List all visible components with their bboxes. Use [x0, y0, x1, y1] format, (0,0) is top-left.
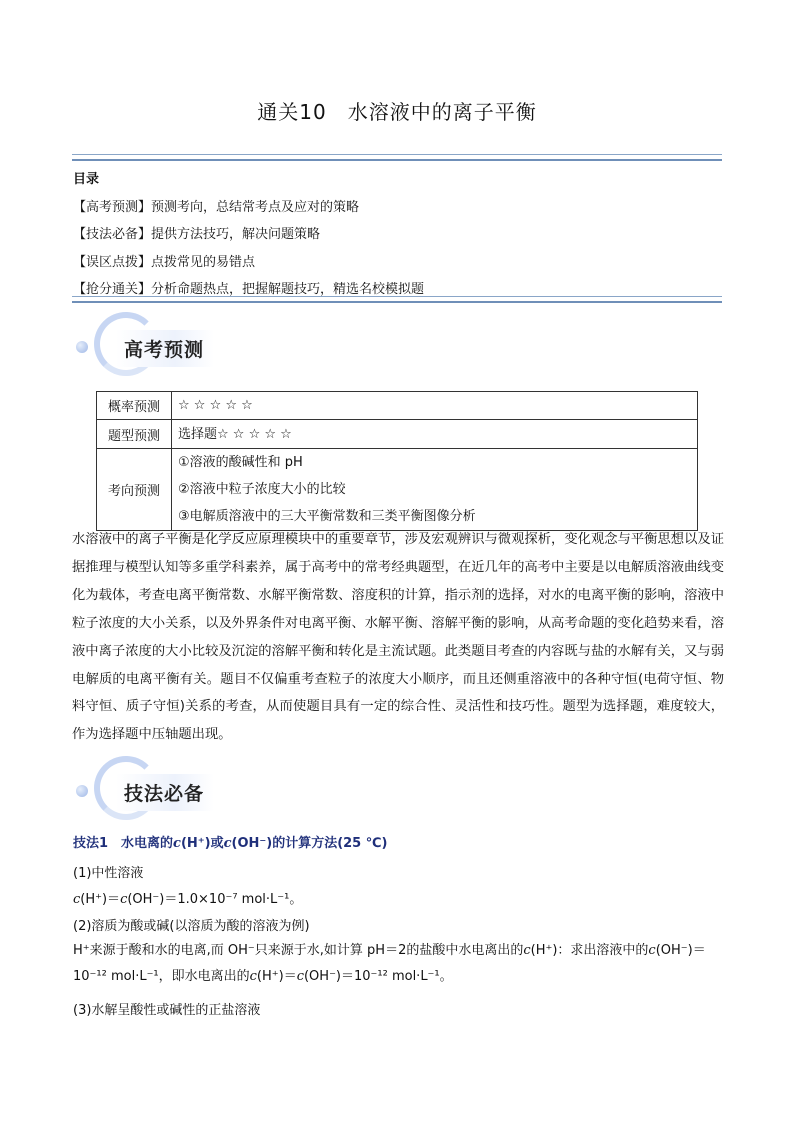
- toc-item-forecast: 【高考预测】预测考向，总结常考点及应对的策略: [73, 199, 360, 215]
- bullet-dot-icon: [76, 341, 88, 353]
- subsection-heading: (1)中性溶液: [73, 866, 144, 881]
- section-title-skills: 技法必备: [116, 774, 214, 811]
- toc-item-mistakes: 【误区点拨】点拨常见的易错点: [73, 254, 256, 270]
- forecast-item: ①溶液的酸碱性和 pH: [178, 455, 303, 470]
- toc-heading: 目录: [73, 172, 100, 187]
- table-cell-key: 考向预测: [97, 449, 172, 531]
- table-cell-key: 题型预测: [97, 420, 172, 449]
- section-banner-forecast: [72, 308, 252, 380]
- section-title-forecast: 高考预测: [116, 330, 214, 367]
- explanation-text: H⁺来源于酸和水的电离,而 OH⁻只来源于水,如计算 pH＝2的盐酸中水电离出的c(H⁺)：求出溶液中的c(OH⁻)＝10⁻¹² mol·L⁻¹，即水电离出的c(H⁺)＝c(OH⁻)＝10⁻¹² mol·L⁻¹。: [73, 943, 706, 984]
- table-cell-value: 选择题☆ ☆ ☆ ☆ ☆: [172, 420, 698, 449]
- subsection-heading: (2)溶质为酸或碱(以溶质为酸的溶液为例): [73, 919, 310, 934]
- toc-divider: [72, 296, 722, 303]
- table-cell-value: [172, 449, 698, 531]
- section-banner-skills: [72, 752, 252, 824]
- toc-item-skills: 【技法必备】提供方法技巧，解决问题策略: [73, 227, 321, 242]
- table-row: [97, 449, 698, 531]
- table-cell-key: 概率预测: [97, 392, 172, 420]
- forecast-item: ③电解质溶液中的三大平衡常数和三类平衡图像分析: [178, 509, 476, 524]
- bullet-dot-icon: [76, 785, 88, 797]
- table-row: [97, 420, 698, 449]
- intro-paragraph: 水溶液中的离子平衡是化学反应原理模块中的重要章节，涉及宏观辨识与微观探析，变化观念与平衡思想以及证据推理与模型认知等多重学科素养，属于高考中的常考经典题型，在近几年的高考中主要是以电解质溶液曲线变化为载体，考查电离平衡常数、水解平衡常数、溶度积的计算，指示剂的选择，对水的电离平衡的影响，溶液中粒子浓度的大小关系，以及外界条件对电离平衡、水解平衡、溶解平衡的影响，从高考命题的变化趋势来看，溶液中离子浓度的大小比较及沉淀的溶解平衡和转化是主流试题。此类题目考查的内容既与盐的水解有关，又与弱电解质的电离平衡有关。题目不仅偏重考查粒子的浓度大小顺序，而且还侧重溶液中的各种守恒(电荷守恒、物料守恒、质子守恒)关系的考查，从而使题目具有一定的综合性、灵活性和技巧性。题型为选择题，难度较大，作为选择题中压轴题出现。: [72, 532, 724, 743]
- page-title: 通关10 水溶液中的离子平衡: [257, 100, 537, 124]
- technique-title: 技法1 水电离的c(H⁺)或c(OH⁻)的计算方法(25 ℃): [73, 836, 388, 851]
- prediction-table: [96, 391, 698, 531]
- table-cell-value: ☆ ☆ ☆ ☆ ☆: [172, 392, 698, 420]
- toc-item-practice: 【抢分通关】分析命题热点，把握解题技巧，精选名校模拟题: [73, 282, 425, 297]
- subsection-heading: (3)水解呈酸性或碱性的正盐溶液: [73, 1003, 261, 1018]
- table-of-contents: [73, 166, 424, 304]
- formula-line: c(H⁺)＝c(OH⁻)＝1.0×10⁻⁷ mol·L⁻¹。: [73, 892, 303, 907]
- forecast-item: ②溶液中粒子浓度大小的比较: [178, 482, 346, 497]
- table-row: [97, 392, 698, 420]
- title-divider: [72, 154, 722, 161]
